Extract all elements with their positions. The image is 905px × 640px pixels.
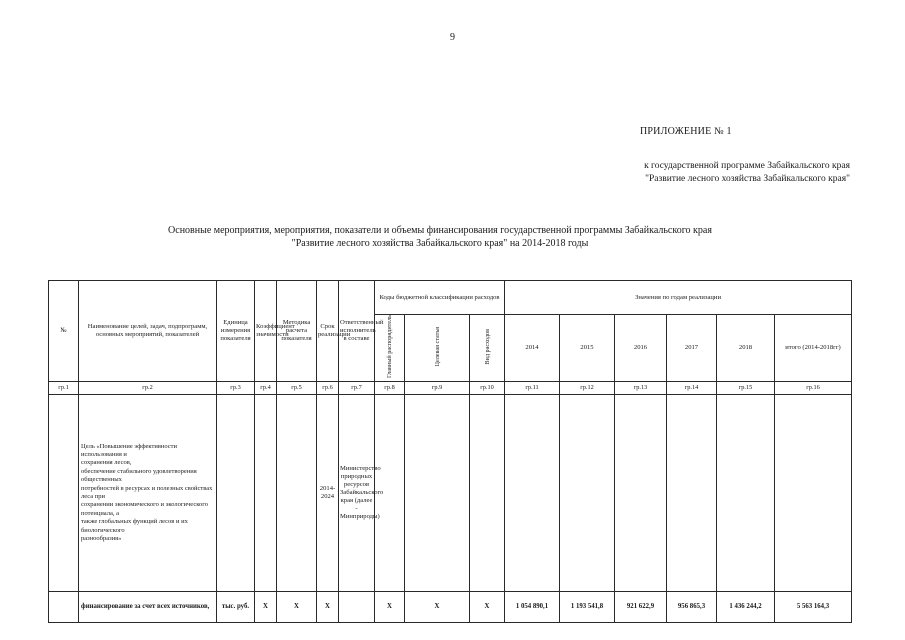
header-year-2014: 2014	[505, 315, 560, 382]
fin-no	[49, 591, 79, 622]
goal-2014	[505, 394, 560, 591]
header-year-2018: 2018	[717, 315, 775, 382]
document-title-line-1: Основные мероприятия, мероприятия, показатели и объемы финансирования государственной программы Забайкальского края	[168, 225, 712, 236]
fin-2016: 921 622,9	[615, 591, 667, 622]
program-table	[48, 280, 852, 623]
goal-text-line: Цель «Повышение эффективности использования и	[81, 442, 177, 458]
fin-code-type: X	[470, 591, 505, 622]
appendix-subtitle	[560, 160, 850, 186]
col-number: гр.9	[405, 381, 470, 394]
fin-code-target: X	[405, 591, 470, 622]
col-number: гр.3	[217, 381, 255, 394]
fin-period: X	[317, 591, 339, 622]
header-responsible: Ответственный исполнитель в составе	[339, 281, 375, 382]
col-number: гр.5	[277, 381, 317, 394]
header-row-1	[49, 281, 852, 315]
column-number-row	[49, 381, 852, 394]
goal-text	[79, 394, 217, 591]
header-code-target	[405, 315, 470, 382]
goal-unit	[217, 394, 255, 591]
header-unit: Единица измерения показателя	[217, 281, 255, 382]
goal-coef	[255, 394, 277, 591]
header-no: №	[49, 281, 79, 382]
goal-code-target	[405, 394, 470, 591]
goal-text-line: потребностей в ресурсах и полезных свойствах леса при	[81, 484, 213, 500]
goal-2015	[560, 394, 615, 591]
header-code-type	[470, 315, 505, 382]
goal-text-line: сохранении экономического и экологического потенциала, а	[81, 501, 209, 517]
col-number: гр.7	[339, 381, 375, 394]
goal-text-line: также глобальных функций лесов и их биологического	[81, 518, 188, 534]
col-number: гр.12	[560, 381, 615, 394]
fin-responsible	[339, 591, 375, 622]
goal-period: 2014-2024	[317, 394, 339, 591]
appendix-line-2: "Развитие лесного хозяйства Забайкальского края"	[645, 174, 850, 184]
col-number: гр.11	[505, 381, 560, 394]
header-years-group: Значения по годам реализации	[505, 281, 852, 315]
col-number: гр.4	[255, 381, 277, 394]
page-number: 9	[450, 32, 455, 43]
header-year-2016: 2016	[615, 315, 667, 382]
fin-code-chief: X	[375, 591, 405, 622]
fin-2014: 1 054 890,1	[505, 591, 560, 622]
fin-method: X	[277, 591, 317, 622]
goal-text-line: обеспечение стабильного удовлетворения общественных	[81, 467, 197, 484]
col-number: гр.2	[79, 381, 217, 394]
fin-2015: 1 193 541,8	[560, 591, 615, 622]
fin-unit: тыс. руб.	[217, 591, 255, 622]
goal-2017	[667, 394, 717, 591]
header-method: Методика расчета показателя	[277, 281, 317, 382]
col-number: гр.6	[317, 381, 339, 394]
goal-no	[49, 394, 79, 591]
appendix-title: ПРИЛОЖЕНИЕ № 1	[640, 126, 732, 137]
fin-label: финансирование за счет всех источников,	[79, 591, 217, 622]
header-coef: Коэффициент значимости	[255, 281, 277, 382]
appendix-line-1: к государственной программе Забайкальского края	[644, 161, 850, 171]
fin-2018: 1 436 244,2	[717, 591, 775, 622]
goal-total	[775, 394, 852, 591]
goal-responsible: Министерство природных ресурсов Забайкальского края (далее - Минприроды)	[339, 394, 375, 591]
fin-2017: 956 865,3	[667, 591, 717, 622]
goal-method	[277, 394, 317, 591]
fin-total: 5 563 164,3	[775, 591, 852, 622]
header-budget-codes: Коды бюджетной классификации расходов	[375, 281, 505, 315]
col-number: гр.1	[49, 381, 79, 394]
col-number: гр.14	[667, 381, 717, 394]
goal-text-line: разнообразия»	[81, 534, 122, 542]
col-number: гр.13	[615, 381, 667, 394]
header-code-chief-text: Главный распорядитель	[386, 315, 393, 378]
goal-code-type	[470, 394, 505, 591]
col-number: гр.10	[470, 381, 505, 394]
goal-text-line: сохранения лесов,	[81, 459, 132, 467]
col-number: гр.15	[717, 381, 775, 394]
header-name: Наименование целей, задач, подпрограмм, основных мероприятий, показателей	[79, 281, 217, 382]
goal-row	[49, 394, 852, 591]
header-year-2015: 2015	[560, 315, 615, 382]
header-period: Срок реализации	[317, 281, 339, 382]
financing-row	[49, 591, 852, 622]
fin-coef: X	[255, 591, 277, 622]
document-title-line-2: "Развитие лесного хозяйства Забайкальского края" на 2014-2018 годы	[291, 238, 589, 249]
goal-2018	[717, 394, 775, 591]
goal-2016	[615, 394, 667, 591]
col-number: гр.8	[375, 381, 405, 394]
document-title	[90, 224, 790, 250]
col-number: гр.16	[775, 381, 852, 394]
header-total: итого (2014-2018гг)	[775, 315, 852, 382]
header-code-target-text: Целевая статья	[433, 326, 441, 367]
header-code-type-text: Вид расходов	[483, 328, 491, 365]
header-year-2017: 2017	[667, 315, 717, 382]
